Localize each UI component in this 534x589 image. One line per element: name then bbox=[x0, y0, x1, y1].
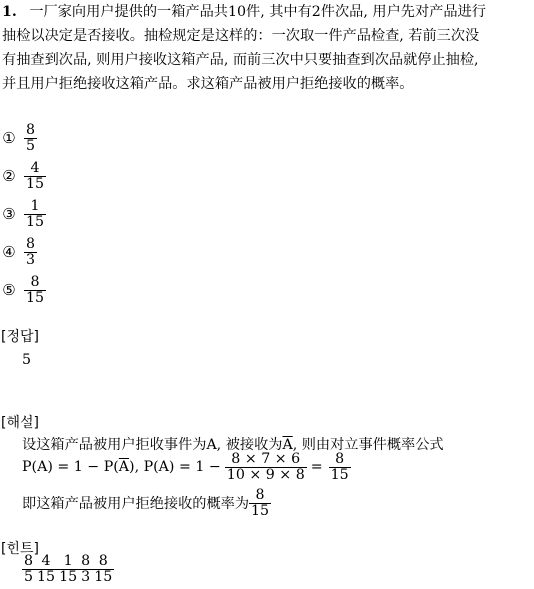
hint-fractions bbox=[22, 554, 114, 585]
hint-label: [힌트] bbox=[1, 541, 39, 557]
answer-value: 5 bbox=[22, 352, 32, 368]
option-marker: ② bbox=[2, 167, 16, 185]
hint-fraction: $\frac{8}{5}$ bbox=[24, 553, 34, 585]
option-fraction: $\frac{8}{3}$ bbox=[26, 235, 36, 268]
formula-fraction: $\frac{8 \times 7 \times 6}{10 \times 9 \times 8}$ bbox=[226, 451, 305, 483]
hint-fraction: $\frac{8}{3}$ bbox=[81, 553, 91, 585]
option-1[interactable] bbox=[0, 119, 46, 157]
explanation-formula: P(A) = 1 − P( $\overline{A}$ ), P(A) = 1 − $\frac{8 \times 7 \times 6}{10 \times 9 \times 8}$ = $\frac{8}{15}$ bbox=[22, 451, 349, 483]
option-fraction: $\frac{8}{5}$ bbox=[26, 121, 36, 154]
option-2[interactable] bbox=[0, 157, 46, 195]
option-4[interactable] bbox=[0, 233, 46, 271]
result-fraction: $\frac{8}{15}$ bbox=[330, 451, 349, 483]
answer-label: [정답] bbox=[1, 329, 39, 345]
options-list bbox=[0, 119, 46, 309]
explanation-line-1: 设这箱产品被用户拒收事件为A, 被接收为$\overline{A}$, 则由对立事件概率公式 bbox=[22, 437, 444, 453]
option-marker: ① bbox=[2, 129, 16, 147]
option-fraction: $\frac{4}{15}$ bbox=[26, 159, 45, 192]
option-3[interactable] bbox=[0, 195, 46, 233]
question-line-1: 一厂家向用户提供的一箱产品共10件, 其中有2件次品, 用户先对产品进行 bbox=[29, 4, 486, 20]
option-marker: ④ bbox=[2, 243, 16, 261]
conclusion-fraction: $\frac{8}{15}$ bbox=[251, 487, 270, 519]
hint-fraction: $\frac{4}{15}$ bbox=[37, 553, 56, 585]
option-5[interactable] bbox=[0, 271, 46, 309]
question-text bbox=[2, 0, 486, 96]
question-line-2: 抽检以决定是否接收。抽检规定是这样的：一次取一件产品检查, 若前三次没 bbox=[2, 28, 480, 44]
option-marker: ③ bbox=[2, 205, 16, 223]
explanation-line-3: 即这箱产品被用户拒绝接收的概率为 $\frac{8}{15}$ bbox=[22, 487, 270, 519]
explanation-label: [해설] bbox=[1, 415, 39, 431]
hint-fraction: $\frac{8}{15}$ bbox=[94, 553, 113, 585]
question-number: 1. bbox=[2, 4, 17, 20]
option-fraction: $\frac{1}{15}$ bbox=[26, 197, 45, 230]
question-line-3: 有抽查到次品, 则用户接收这箱产品, 而前三次中只要抽查到次品就停止抽检, bbox=[2, 52, 479, 68]
hint-fraction: $\frac{1}{15}$ bbox=[59, 553, 78, 585]
question-line-4: 并且用户拒绝接收这箱产品。求这箱产品被用户拒绝接收的概率。 bbox=[2, 76, 414, 92]
option-fraction: $\frac{8}{15}$ bbox=[26, 273, 45, 306]
option-marker: ⑤ bbox=[2, 281, 16, 299]
